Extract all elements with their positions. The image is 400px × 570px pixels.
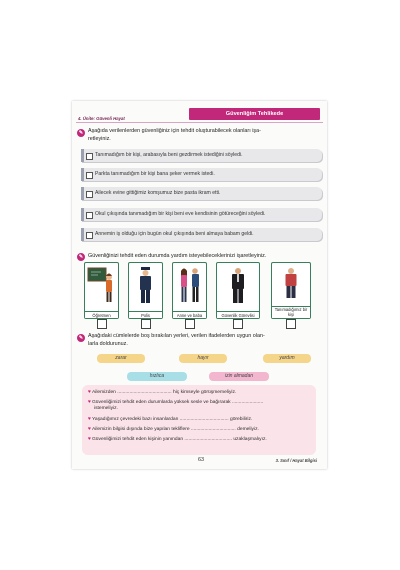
threat-checkbox-4[interactable] [86,212,93,219]
word-option-izin-almadan: izin almadan [209,372,269,381]
sentence-2-continued: istemeliyiz. [94,406,118,411]
blank-line[interactable]: ................................... [184,437,232,442]
sentence-text: Yaşadığımız çevredeki bazı insanlardan [91,417,179,422]
threat-item-2 [81,168,322,181]
card-label: Güvenlik Görevlisi [217,311,259,318]
threat-item-3 [81,187,322,200]
sentence-text: Ailemizin bilgisi dışında bize yapılan tekliflere [91,427,190,432]
question-badge-2: ✎ [78,254,84,260]
card-parents [172,262,207,319]
answer-box-teacher[interactable] [97,319,107,329]
stranger-illustration [272,263,310,303]
fill-in-sentences [82,385,316,455]
threat-item-text: Tanımadığım bir kişi, arabasıyla beni gezdirmek istediğini söyledi. [95,152,243,158]
question-2-text: Güvenliğinizi tehdit eden durumda yardım isteyebileceklerinizi işaretleyiniz. [88,252,267,259]
question-badge-1: ✎ [78,130,84,136]
question-1-text [88,128,320,143]
unit-title: 4. Ünite: Güvenli Hayat [78,116,125,121]
word-option-yardim: yardım [263,354,311,363]
sentence-text: uzaklaşmalıyız. [233,437,267,442]
sentence-text: Güvenliğimizi tehdit eden durumlarda yüksek sesle ve bağırarak [91,400,231,405]
sentence-5 [88,436,267,443]
card-police [128,262,163,319]
heart-icon: ♥ [88,436,91,442]
heart-icon: ♥ [88,399,91,405]
threat-item-text: Parkta tanımadığım bir kişi bana şeker vermek istedi. [95,171,215,177]
threat-checkbox-3[interactable] [86,191,93,198]
card-label: Öğretmen [85,311,118,318]
workbook-page [72,101,327,469]
word-option-hayir: hayır [179,354,227,363]
word-option-zarar: zarar [97,354,145,363]
card-security-guard [216,262,260,319]
card-teacher [84,262,119,319]
sentence-text: Güvenliğimizi tehdit eden kişinin yanından [91,437,184,442]
blank-line[interactable]: ....................... [231,400,264,405]
threat-item-text: Ailecek evine gittiğimiz komşumuz bize pasta ikram etti. [95,190,221,196]
sentence-text: demeliyiz. [237,427,259,432]
blank-line[interactable]: ........................................ [117,390,172,395]
police-illustration [129,263,162,308]
question-3-text [88,333,320,348]
threat-item-text: Okul çıkışında tanımadığım bir kişi beni eve kendisinin götüreceğini söyledi. [95,211,266,217]
teacher-illustration [85,263,118,308]
blank-line[interactable]: ................................. [190,427,236,432]
threat-checkbox-2[interactable] [86,172,93,179]
sentence-text: hiç kimseyle görüşmemeliyiz. [172,390,237,395]
sentence-text: Ailemizden [91,390,116,395]
card-stranger [271,262,311,319]
heart-icon: ♥ [88,426,91,432]
unit-divider [76,122,323,123]
heart-icon: ♥ [88,389,91,395]
answer-box-security-guard[interactable] [233,319,243,329]
question-badge-3: ✎ [78,335,84,341]
threat-item-4 [81,208,322,221]
threat-item-text: Annemin iş olduğu için bugün okul çıkışında beni almaya babam geldi. [95,231,254,237]
answer-box-parents[interactable] [185,319,195,329]
topic-title: Güvenliğim Tehlikede [189,108,320,120]
answer-box-stranger[interactable] [286,319,296,329]
heart-icon: ♥ [88,416,91,422]
page-number: 63 [198,457,205,463]
security-guard-illustration [217,263,259,308]
threat-checkbox-5[interactable] [86,232,93,239]
card-label: Polis [129,311,162,318]
question-3-line2: larla doldurunuz. [88,340,128,347]
sentence-2 [88,399,263,406]
card-label: Tanımadığımız bir kişi [272,306,310,318]
book-title: 3. Sınıf / Hayat Bilgisi [275,458,317,463]
answer-box-police[interactable] [141,319,151,329]
sentence-3 [88,416,252,423]
threat-item-1 [81,149,322,162]
threat-checkbox-1[interactable] [86,153,93,160]
question-1-line2: retleyiniz. [88,135,111,142]
question-1-line1: Aşağıda verilenlerden güvenliğiniz için tehdit oluşturabilecek olanları işa- [88,128,261,134]
threat-item-5 [81,228,322,241]
sentence-text: görebiliriz. [229,417,253,422]
sentence-1 [88,389,236,396]
parents-illustration [173,263,206,308]
blank-line[interactable]: .................................... [179,417,229,422]
word-option-hizlica: hızlıca [127,372,187,381]
question-3-line1: Aşağıdaki cümlelerde boş bırakılan yerleri, verilen ifadelerden uygun olan- [88,333,265,339]
sentence-4 [88,426,259,433]
card-label: Anne ve baba [173,311,206,318]
